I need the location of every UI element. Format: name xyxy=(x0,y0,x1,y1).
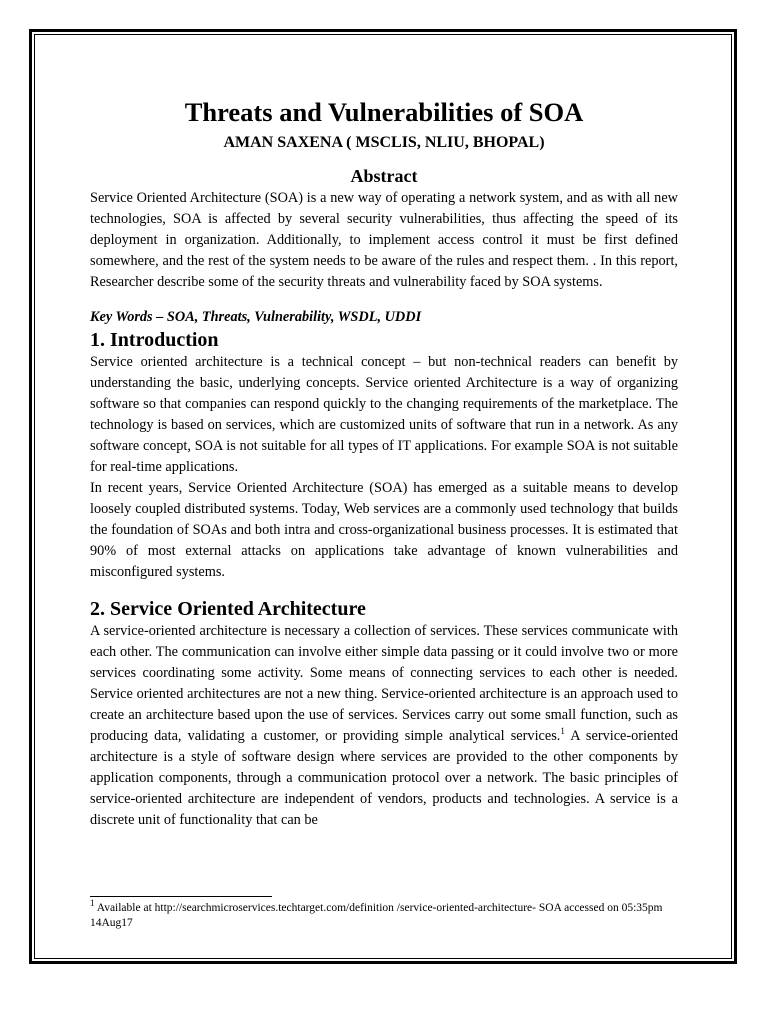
footnote-marker: 1 xyxy=(90,898,95,909)
document-body xyxy=(90,94,678,831)
section-2-heading: 2. Service Oriented Architecture xyxy=(90,598,366,620)
footnote-reference[interactable]: 1 xyxy=(560,726,565,737)
footnote-text: Available at http://searchmicroservices.techtarget.com/definition /service-oriented-architecture- SOA accessed on 05:35pm 14Aug17 xyxy=(90,902,663,929)
abstract-text: Service Oriented Architecture (SOA) is a new way of operating a network system, and as with all new technologies, SOA is affected by several security vulnerabilities, thus affecting the speed of its deployment in organization. Additionally, to implement access control it must be first defined somewhere, and the rest of the system needs to be aware of the rules and respect them. . In this report, Researcher describe some of the security threats and vulnerability faced by SOA systems. xyxy=(90,190,678,290)
section-1-paragraph-2: In recent years, Service Oriented Architecture (SOA) has emerged as a suitable means to develop loosely coupled distributed systems. Today, Web services are a commonly used technology that builds the foundation of SOAs and both intra and cross-organizational business processes. It is estimated that 90% of most external attacks on applications take advantage of known vulnerabilities and misconfigured systems. xyxy=(90,480,678,580)
paper-author: AMAN SAXENA ( MSCLIS, NLIU, BHOPAL) xyxy=(223,134,545,151)
abstract-heading: Abstract xyxy=(350,166,418,186)
section-1-heading: 1. Introduction xyxy=(90,329,219,351)
section-2-text-part-2: A service-oriented architecture is a style of software design where services are provided to the other components by application components, through a communication protocol over a network. The basic principles of service-oriented architecture are independent of vendors, products and technologies. A service is a discrete unit of functionality that can be xyxy=(90,728,678,828)
section-2-paragraph xyxy=(90,621,678,831)
section-2-text-part-1: A service-oriented architecture is necessary a collection of services. These services communicate with each other. The communication can involve either simple data passing or it could involve two or more services coordinating some activity. Some means of connecting services to each other is needed. Service oriented architectures are not a new thing. Service-oriented architecture is an approach used to create an architecture based upon the use of services. Services carry out some small function, such as producing data, validating a customer, or providing simple analytical services. xyxy=(90,623,678,744)
keywords: Key Words – SOA, Threats, Vulnerability, WSDL, UDDI xyxy=(90,309,422,325)
section-1-paragraph-1: Service oriented architecture is a technical concept – but non-technical readers can benefit by understanding the basic, underlying concepts. Service oriented Architecture is a way of organizing software so that companies can respond quickly to the changing requirements of the marketplace. The technology is based on services, which are customized units of software that run in a network. As any software concept, SOA is not suitable for all types of IT applications. For example SOA is not suitable for real-time applications. xyxy=(90,354,678,475)
footnote-separator xyxy=(90,896,272,897)
footnote xyxy=(90,898,678,931)
paper-title: Threats and Vulnerabilities of SOA xyxy=(184,97,584,127)
